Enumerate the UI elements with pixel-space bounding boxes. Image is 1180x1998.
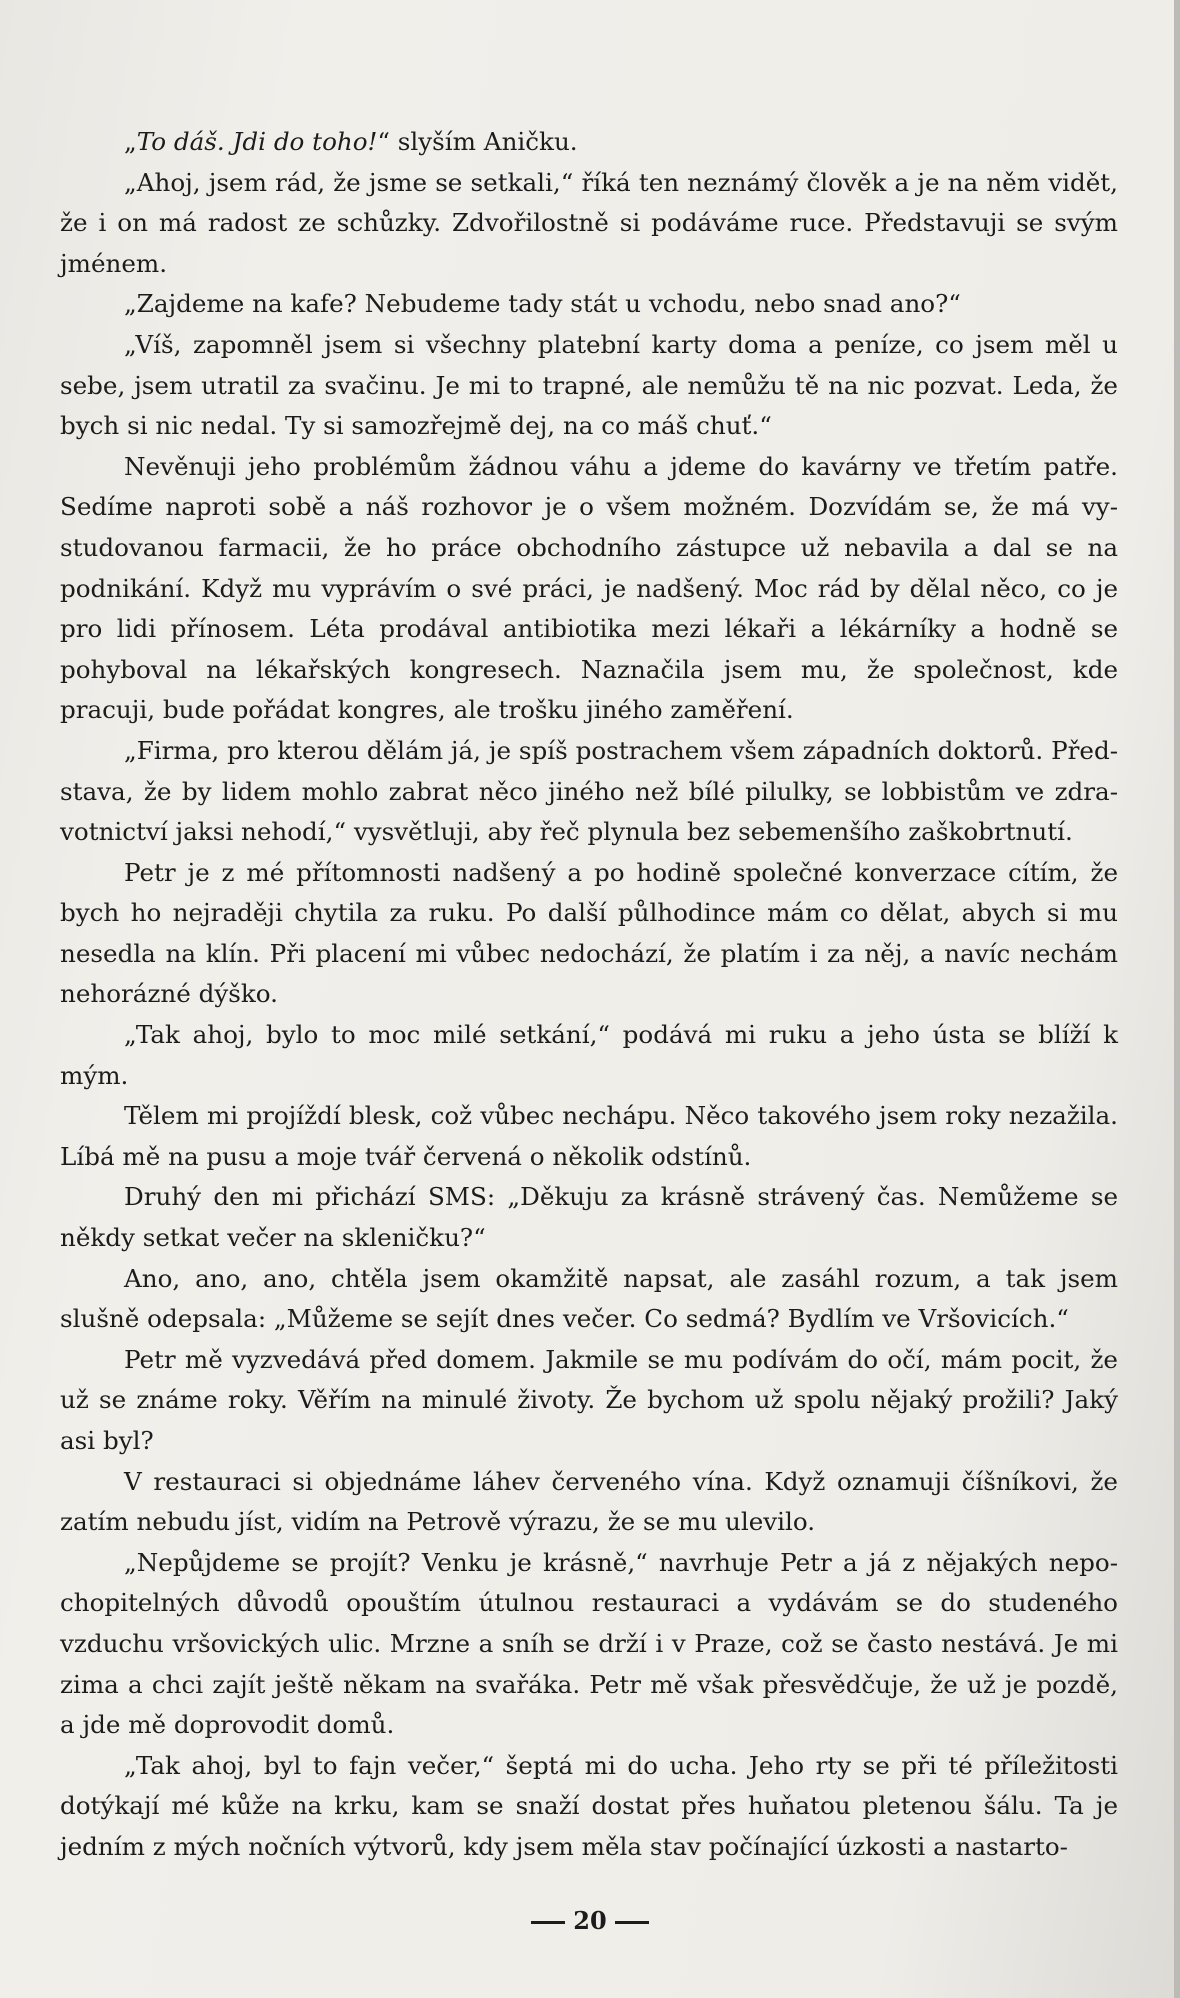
left-dash	[531, 1921, 565, 1924]
paragraph-9: Tělem mi projíždí blesk, což vůbec nechápu. Něco takového jsem roky nezažila. Líbá mě na pusu a moje tvář červená o několik odstínů.	[60, 1101, 1118, 1171]
right-dash	[615, 1921, 649, 1924]
paragraph-5: Nevěnuji jeho problémům žádnou váhu a jdeme do kavárny ve třetím patře. Sedíme naproti sobě a náš rozhovor je o všem možném. Dozvídám se, že má vystudovanou farmacii, že ho práce obchodního zástupce už nebavila a dal se na podnikání. Když mu vyprávím o své práci, je nadšený. Moc rád by dělal něco, co je pro lidi přínosem. Léta prodával antibiotika mezi lékaři a lékárníky a hodně se pohyboval na lékařských kongresech. Naznačila jsem mu, že společnost, kde pracuji, bude pořádat kongres, ale trošku jiného zaměření.	[60, 451, 1118, 725]
page-number: 20	[573, 1906, 607, 1935]
paragraph-2: „Ahoj, jsem rád, že jsme se setkali,“ říká ten neznámý člověk a je na něm vidět, že i on má radost ze schůzky. Zdvořilostně si podáváme ruce. Představuji se svým jménem.	[60, 167, 1118, 278]
paragraph-15: „Tak ahoj, byl to fajn večer,“ šeptá mi do ucha. Jeho rty se při té příležitosti dotýkají mé kůže na krku, kam se snaží dostat přes huňatou pletenou šálu. Ta je jedním z mých nočních výtvorů, kdy jsem měla stav počínající úzkosti a nastarto-	[60, 1750, 1118, 1861]
page-edge-shadow	[1174, 0, 1180, 1998]
paragraph-12: Petr mě vyzvedává před domem. Jakmile se mu podívám do očí, mám pocit, že už se známe roky. Věřím na minulé životy. Že bychom už spolu nějaký prožili? Jaký asi byl?	[60, 1344, 1118, 1455]
paragraph-10: Druhý den mi přichází SMS: „Děkuju za krásně strávený čas. Nemůžeme se někdy setkat večer na skleničku?“	[60, 1182, 1118, 1253]
paragraph-13: V restauraci si objednáme láhev červeného vína. Když oznamuji číšníkovi, že zatím nebudu jíst, vidím na Petrově výrazu, že se mu ulevilo.	[60, 1466, 1118, 1537]
paragraph-8: „Tak ahoj, bylo to moc milé setkání,“ podává mi ruku a jeho ústa se blíží k mým.	[60, 1020, 1118, 1090]
paragraph-7: Petr je z mé přítomnosti nadšený a po hodině společné konverzace cítím, že bych ho nejraději chytila za ruku. Po další půlhodince mám co dělat, abych si mu nesedla na klín. Při placení mi vůbec nedochází, že platím i za něj, a navíc nechám nehorázné dýško.	[60, 857, 1118, 1009]
page-number-footer	[0, 1906, 1180, 1935]
paragraph-6: „Firma, pro kterou dělám já, je spíš postrachem všem západních doktorů. Představa, že by lidem mohlo zabrat něco jiného než bílé pilulky, se lobbistům ve zdravotnictví jaksi nehodí,“ vysvětluji, aby řeč plynula bez sebemenšího zaškobrtnutí.	[60, 735, 1118, 847]
body-text	[60, 122, 1118, 1868]
italic-quote: To dáš. Jdi do toho!	[136, 127, 378, 156]
paragraph-4: „Víš, zapomněl jsem si všechny platební karty doma a peníze, co jsem měl u sebe, jsem utratil za svačinu. Je mi to trapné, ale nemůžu tě na nic pozvat. Leda, že bych si nic nedal. Ty si samozřejmě dej, na co máš chuť.“	[60, 329, 1118, 441]
paragraph-14: „Nepůjdeme se projít? Venku je krásně,“ navrhuje Petr a já z nějakých nepochopitelných důvodů opouštím útulnou restauraci a vydávám se do studeného vzduchu vršovických ulic. Mrzne a sníh se drží i v Praze, což se často nestává. Je mi zima a chci zajít ještě někam na svařáka. Petr mě však přesvědčuje, že už je pozdě, a jde mě doprovodit domů.	[60, 1547, 1118, 1740]
paragraph-1: „To dáš. Jdi do toho!“ slyším Aničku.	[124, 127, 578, 156]
paragraph-3: „Zajdeme na kafe? Nebudeme tady stát u vchodu, nebo snad ano?“	[124, 289, 961, 319]
paragraph-11: Ano, ano, ano, chtěla jsem okamžitě napsat, ale zasáhl rozum, a tak jsem slušně odepsala: „Můžeme se sejít dnes večer. Co sedmá? Bydlím ve Vršovicích.“	[60, 1263, 1118, 1334]
